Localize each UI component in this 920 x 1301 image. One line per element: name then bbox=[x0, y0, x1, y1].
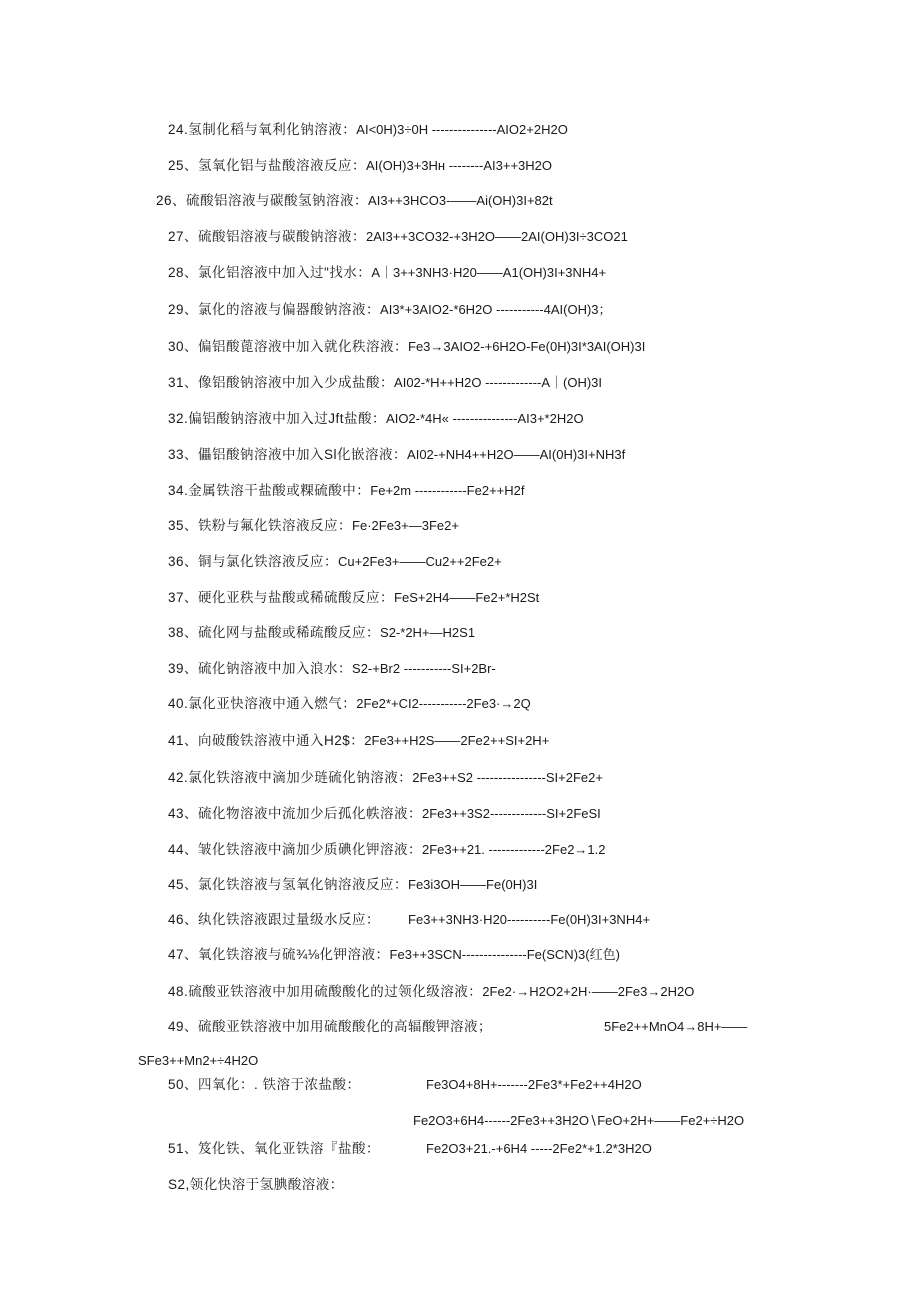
reaction-equation: Fe3O4+8H+-------2Fe3*+Fe2++4H2O bbox=[426, 1077, 642, 1092]
reaction-equation: 2Fe2·→H2O2+2H·——2Fe3→2H2O bbox=[482, 984, 695, 999]
reaction-line bbox=[168, 695, 531, 713]
reaction-equation: Cu+2Fe3+——Cu2++2Fe2+ bbox=[338, 554, 502, 569]
reaction-label: 40.氯化亚快溶液中通入燃气： bbox=[168, 696, 357, 711]
reaction-equation: Fe2O3+6H4------2Fe3++3H2O∖FeO+2H+——Fe2+÷H2O bbox=[413, 1113, 745, 1128]
reaction-equation: Fe2O3+21.-+6H4 -----2Fe2*+1.2*3H2O bbox=[426, 1141, 652, 1156]
reaction-line bbox=[168, 264, 606, 282]
reaction-equation: AI02-*H++H2O -------------A｜(OH)3I bbox=[394, 375, 603, 390]
reaction-line bbox=[168, 732, 549, 750]
reaction-label: 27、硫酸铝溶液与碳酸钠溶液： bbox=[168, 229, 367, 244]
reaction-equation-right bbox=[426, 1076, 642, 1094]
reaction-label: 34.金属铁溶干盐酸或粿硫酸中： bbox=[168, 483, 371, 498]
reaction-label: 49、硫酸亚铁溶液中加用硫酸酸化的高辐酸钾溶液； bbox=[168, 1019, 493, 1034]
reaction-continuation bbox=[413, 1112, 744, 1130]
reaction-label: 51、笈化铁、氧化亚铁溶『盐酸： bbox=[168, 1141, 381, 1156]
reaction-equation: Fe3i3OH——Fe(0H)3I bbox=[408, 877, 538, 892]
reaction-label: 42.氯化铁溶液中滴加少琏硫化钠溶液： bbox=[168, 770, 413, 785]
reaction-line bbox=[156, 192, 553, 210]
reaction-equation: FeS+2H4——Fe2+*H2St bbox=[394, 590, 540, 605]
reaction-label: 36、铜与氯化铁溶液反应： bbox=[168, 554, 339, 569]
reaction-line bbox=[168, 1140, 380, 1158]
reaction-label: 45、氯化铁溶液与氢氧化钠溶液反应： bbox=[168, 877, 409, 892]
reaction-label: 46、纨化铁溶液跟过量级水反应： bbox=[168, 912, 381, 927]
reaction-label: 25、氢氧化铝与盐酸溶液反应： bbox=[168, 158, 367, 173]
reaction-line bbox=[168, 1176, 344, 1194]
reaction-label: 39、硫化钠溶液中加入浪水： bbox=[168, 661, 353, 676]
reaction-label: 32.偏铝酸钠溶液中加入过Jft盐酸： bbox=[168, 411, 387, 426]
reaction-line bbox=[168, 410, 584, 428]
reaction-label: 35、铁粉与氟化铁溶液反应： bbox=[168, 518, 353, 533]
reaction-equation: 5Fe2++MnO4→8H+—— bbox=[604, 1019, 748, 1034]
reaction-line bbox=[168, 338, 645, 356]
reaction-label: 44、皱化铁溶液中滴加少质碘化钾溶液： bbox=[168, 842, 423, 857]
reaction-equation: Fe+2m ------------Fe2++H2f bbox=[370, 483, 525, 498]
reaction-equation: 2Fe3++21. -------------2Fe2→1.2 bbox=[422, 842, 606, 857]
reaction-equation: S2-*2H+—H2S1 bbox=[380, 625, 476, 640]
reaction-line bbox=[168, 228, 628, 246]
reaction-line bbox=[168, 805, 601, 823]
reaction-equation: 2Fe3++3S2-------------SI+2FeSI bbox=[422, 806, 601, 821]
reaction-label: 28、氯化铝溶液中加入过"找水： bbox=[168, 265, 372, 280]
reaction-line bbox=[168, 157, 552, 175]
reaction-label: 43、硫化物溶液中流加少后孤化帙溶液： bbox=[168, 806, 423, 821]
reaction-line bbox=[168, 841, 606, 859]
reaction-equation: AIO2-*4H« ---------------AI3+*2H2O bbox=[386, 411, 584, 426]
reaction-equation: AI3*+3AIO2-*6H2O -----------4AI(OH)3； bbox=[380, 302, 612, 317]
reaction-line bbox=[168, 946, 620, 964]
reaction-label: 31、像铝酸钠溶液中加入少成盐酸： bbox=[168, 375, 395, 390]
reaction-line bbox=[168, 624, 475, 642]
reaction-line bbox=[168, 121, 568, 139]
reaction-equation: Fe3→3AIO2-+6H2O-Fe(0H)3I*3AI(OH)3I bbox=[408, 339, 646, 354]
reaction-equation: AI02-+NH4++H2O——AI(0H)3I+NH3f bbox=[407, 447, 626, 462]
reaction-equation: Fe·2Fe3+—3Fe2+ bbox=[352, 518, 459, 533]
reaction-label: 47、氧化铁溶液与硫¾⅛化钾溶液： bbox=[168, 947, 390, 962]
reaction-label: 24.氢制化稻与氧利化钠溶液： bbox=[168, 122, 357, 137]
reaction-line bbox=[168, 374, 602, 392]
reaction-line bbox=[168, 446, 625, 464]
reaction-equation: 2Fe3++H2S——2Fe2++SI+2H+ bbox=[364, 733, 550, 748]
reaction-equation-right bbox=[426, 1140, 652, 1158]
reaction-equation: Fe3++3NH3·H20----------Fe(0H)3I+3NH4+ bbox=[408, 912, 651, 927]
reaction-line bbox=[168, 660, 496, 678]
reaction-label: 41、向破酸铁溶液中通入H2$： bbox=[168, 733, 365, 748]
reaction-continuation bbox=[138, 1052, 258, 1070]
reaction-label: S2,领化快溶于氢腆酸溶液： bbox=[168, 1177, 344, 1192]
reaction-line bbox=[168, 517, 459, 535]
reaction-equation: SFe3++Mn2+÷4H2O bbox=[138, 1053, 259, 1068]
reaction-label: 29、氯化的溶液与偏器酸钠溶液： bbox=[168, 302, 381, 317]
reaction-label: 33、儡铝酸钠溶液中加入Sl化嵌溶液： bbox=[168, 447, 408, 462]
reaction-label: 26、硫酸铝溶液与碳酸氢钠溶液： bbox=[156, 193, 369, 208]
reaction-line bbox=[168, 482, 524, 500]
reaction-equation: AI<0H)3÷0H ---------------AIO2+2H2O bbox=[356, 122, 568, 137]
reaction-line bbox=[168, 1018, 492, 1036]
reaction-equation: 2AI3++3CO32-+3H2O——2AI(OH)3I÷3CO21 bbox=[366, 229, 628, 244]
reaction-label: 38、硫化网与盐酸或稀疏酸反应： bbox=[168, 625, 381, 640]
reaction-line bbox=[168, 1076, 361, 1094]
reaction-line bbox=[168, 301, 612, 319]
reaction-label: 30、偏铝酸蓖溶液中加入就化秩溶液： bbox=[168, 339, 409, 354]
reaction-line bbox=[168, 911, 650, 929]
reaction-line bbox=[168, 553, 502, 571]
reaction-line bbox=[168, 769, 603, 787]
reaction-label: 48.硫酸亚铁溶液中加用硫酸酸化的过领化级溶液： bbox=[168, 984, 483, 999]
reaction-label: 37、硬化亚秩与盐酸或稀硫酸反应： bbox=[168, 590, 395, 605]
reaction-equation: 2Fe3++S2 ----------------SI+2Fe2+ bbox=[412, 770, 603, 785]
reaction-equation: S2-+Br2 -----------SI+2Br- bbox=[352, 661, 496, 676]
reaction-equation: A｜3++3NH3·H20——A1(OH)3I+3NH4+ bbox=[371, 265, 607, 280]
reaction-equation: AI3++3HCO3-——Ai(OH)3I+82t bbox=[368, 193, 553, 208]
reaction-equation: 2Fe2*+CI2-----------2Fe3·→2Q bbox=[356, 696, 531, 711]
reaction-line bbox=[168, 983, 694, 1001]
reaction-label: 50、四氧化：. 铁溶于浓盐酸： bbox=[168, 1077, 361, 1092]
reaction-equation: Fe3++3SCN---------------Fe(SCN)3(红色) bbox=[389, 947, 620, 962]
reaction-equation: AI(OH)3+3Hн --------AI3++3H2O bbox=[366, 158, 552, 173]
reaction-line bbox=[168, 589, 539, 607]
reaction-equation-right bbox=[604, 1018, 747, 1036]
reaction-line bbox=[168, 876, 537, 894]
